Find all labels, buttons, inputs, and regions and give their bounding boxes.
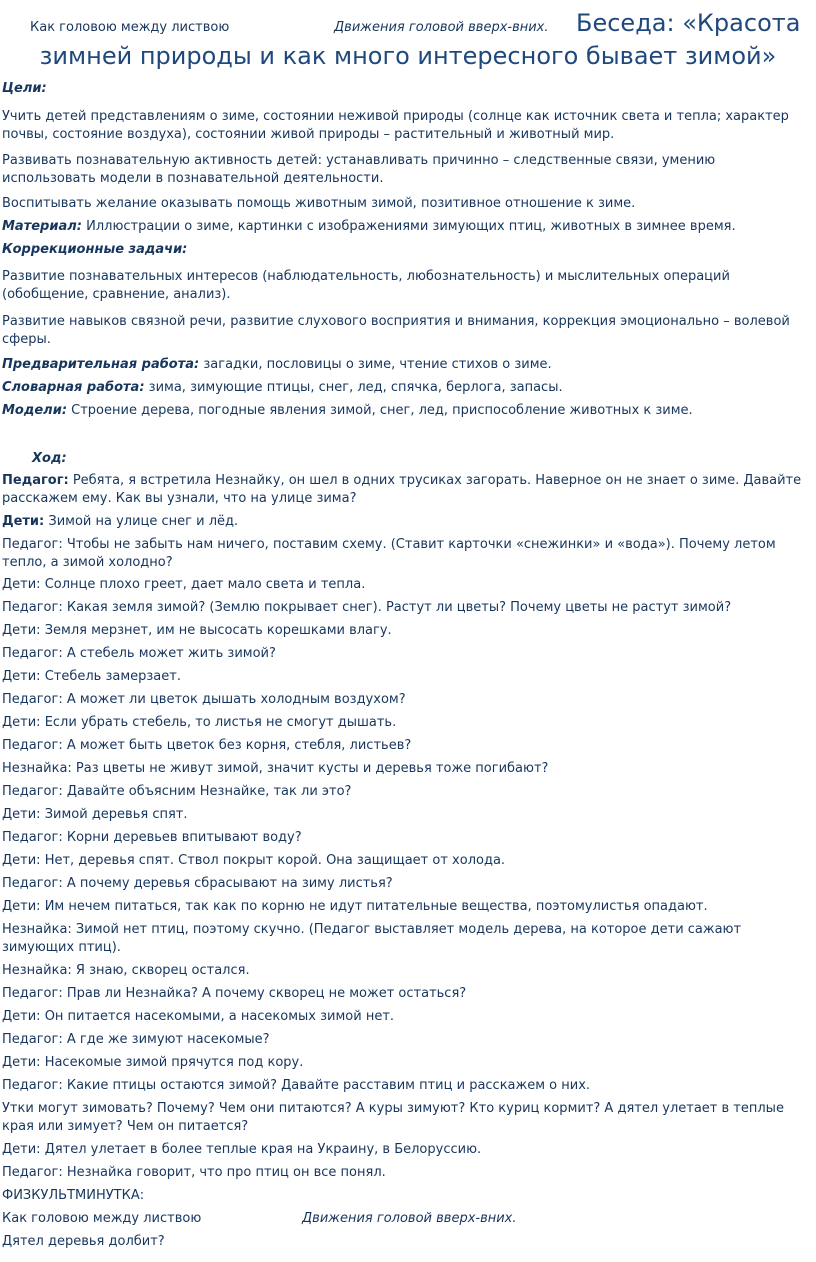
dialogue-line: Незнайка: Я знаю, скворец остался. [2,963,250,978]
dialogue-line: Утки могут зимовать? Почему? Чем они питаются? А куры зимуют? Кто куриц кормит? А дятел улетает в теплые края или зимует? Чем он питается? [2,1101,784,1134]
models-text: Строение дерева, погодные явления зимой, снег, лед, приспособление животных к зиме. [67,403,693,418]
vocab-paragraph [2,379,802,397]
dialogue-line: Педагог: Давайте объясним Незнайке, так ли это? [2,784,352,799]
dialogue-line: Дети: Насекомые зимой прячутся под кору. [2,1055,304,1070]
goals-p1: Учить детей представлениям о зиме, состоянии неживой природы (солнце как источник света и тепла; характер почвы, состояние воздуха), состоянии живой природы – растительный и животный мир. [2,109,789,142]
goals-p3: Воспитывать желание оказывать помощь животным зимой, позитивное отношение к зиме. [2,196,636,211]
dialogue-line: Незнайка: Зимой нет птиц, поэтому скучно. (Педагог выставляет модель дерева, на которое дети сажают зимующих птиц). [2,922,742,955]
dialogue-line: Дети: Им нечем питаться, так как по корню не идут питательные вещества, поэтомулистья опадают. [2,899,708,914]
dialogue-line: Педагог: А почему деревья сбрасывают на зиму листья? [2,876,393,891]
models-paragraph [2,402,802,420]
dialogue-line: Дети: Земля мерзнет, им не высосать корешками влагу. [2,623,392,638]
material-paragraph [2,218,802,236]
correction-p2: Развитие навыков связной речи, развитие слухового восприятия и внимания, коррекция эмоционально – волевой сферы. [2,314,790,347]
dialogue-line: Дети: Нет, деревья спят. Ствол покрыт корой. Она защищает от холода. [2,853,506,868]
prelim-text: загадки, пословицы о зиме, чтение стихов о зиме. [199,357,552,372]
dialogue-line: Дети: Зимой деревья спят. [2,807,188,822]
goals-p2: Развивать познавательную активность детей: устанавливать причинно – следственные связи, умению использовать модели в познавательной деятельности. [2,153,716,186]
dialogue-line: Дети: Солнце плохо греет, дает мало света и тепла. [2,577,366,592]
correction-label: Коррекционные задачи: [2,242,188,257]
material-text: Иллюстрации о зиме, картинки с изображениями зимующих птиц, животных в зимнее время. [81,219,736,234]
dialogue-line: Педагог: А может ли цветок дышать холодным воздухом? [2,692,406,707]
dialogue-line: Дети: Если убрать стебель, то листья не смогут дышать. [2,715,397,730]
vocab-label: Словарная работа: [2,380,145,395]
dialogue-line-2: Дети: Зимой на улице снег и лёд. [2,514,239,529]
course-label: Ход: [32,451,67,466]
dialogue-line: Дети: Дятел улетает в более теплые края на Украину, в Белоруссию. [2,1142,482,1157]
dialogue-line: Педагог: Какие птицы остаются зимой? Давайте расставим птиц и расскажем о них. [2,1078,591,1093]
verse-final: Дятел деревья долбит? [2,1234,165,1249]
correction-p1: Развитие познавательных интересов (наблюдательность, любознательность) и мыслительных операций (обобщение, сравнение, анализ). [2,269,730,302]
verse-right: Движения головой вверх-вних. [302,1211,517,1226]
dialogue-line: ФИЗКУЛЬТМИНУТКА: [2,1188,145,1203]
dialogue-line: Педагог: Чтобы не забыть нам ничего, поставим схему. (Ставит карточки «снежинки» и «вода»). Почему летом тепло, а зимой холодно? [2,537,776,570]
dialogue-line: Педагог: Корни деревьев впитывают воду? [2,830,302,845]
material-label: Материал: [2,219,82,234]
dialogue-line: Незнайка: Раз цветы не живут зимой, значит кусты и деревья тоже погибают? [2,761,549,776]
header-left-text: Как головою между листвою [30,20,230,35]
dialogue-line: Педагог: Какая земля зимой? (Землю покрывает снег). Растут ли цветы? Почему цветы не растут зимой? [2,600,732,615]
prelim-label: Предварительная работа: [2,357,200,372]
goals-label: Цели: [2,81,47,96]
dialogue-line: Педагог: А может быть цветок без корня, стебля, листьев? [2,738,412,753]
title-part2: зимней природы и как много интересного бывает зимой» [39,42,777,70]
verse-line [2,1210,802,1228]
dialogue-line: Педагог: А где же зимуют насекомые? [2,1032,270,1047]
dialogue-line: Педагог: Незнайка говорит, что про птиц он все понял. [2,1165,386,1180]
dialogue-line: Дети: Стебель замерзает. [2,669,181,684]
dialogue-line: Дети: Он питается насекомыми, а насекомых зимой нет. [2,1009,395,1024]
dialogue-line: Педагог: А стебель может жить зимой? [2,646,276,661]
models-label: Модели: [2,403,68,418]
header-line [30,8,810,44]
dialogue-line: Педагог: Прав ли Незнайка? А почему скворец не может остаться? [2,986,467,1001]
header-mid-text: Движения головой вверх-вних. [334,20,549,35]
prelim-paragraph [2,356,802,374]
vocab-text: зима, зимующие птицы, снег, лед, спячка, берлога, запасы. [144,380,563,395]
title-part1: Беседа: «Красота [576,9,801,37]
dialogue-line-1: Педагог: Ребята, я встретила Незнайку, он шел в одних трусиках загорать. Наверное он не знает о зиме. Давайте расскажем ему. Как вы узнали, что на улице зима? [2,473,802,506]
verse-left: Как головою между листвою [2,1211,202,1226]
